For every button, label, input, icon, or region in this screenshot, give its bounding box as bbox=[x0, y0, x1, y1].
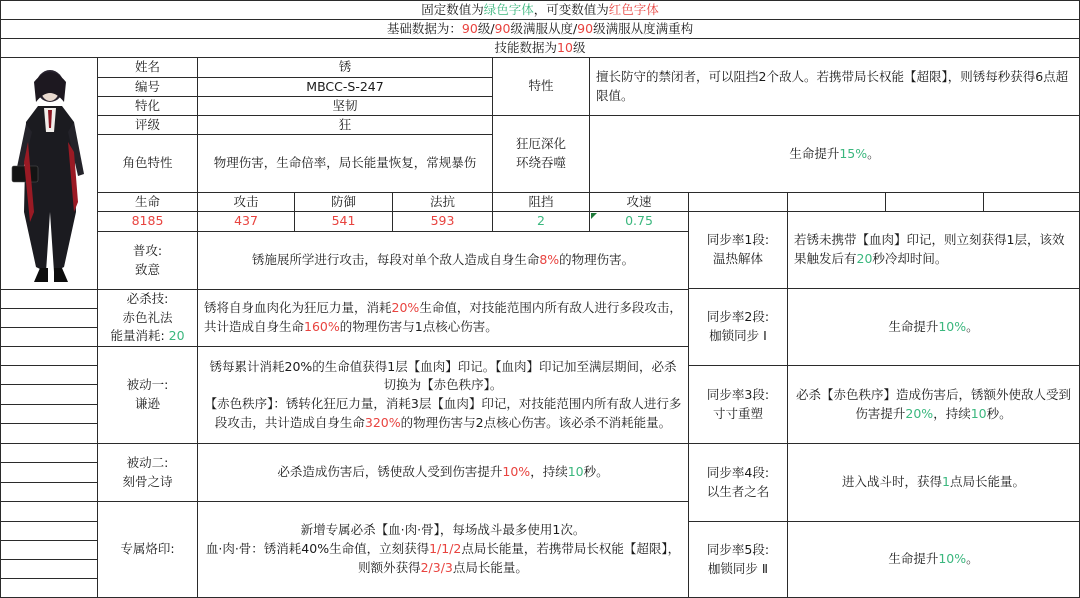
specialization-value: 坚韧 bbox=[198, 97, 493, 116]
passive-1-description: 锈每累计消耗20%的生命值获得1层【血肉】印记。【血肉】印记加至满层期间，必杀切换为【赤色秩序】。 【赤色秩序】：锈转化狂厄力量，消耗3层【血肉】印记，对技能范围内所有敌人进行多段攻击，共计造成自身生命320%的物理伤害与2点核心伤害。该必杀不消耗能量。 bbox=[198, 347, 689, 444]
sync-2-label: 同步率2段: 枷锁同步 Ⅰ bbox=[689, 289, 788, 366]
name-label: 姓名 bbox=[98, 58, 198, 78]
feature-description: 擅长防守的禁闭者，可以阻挡2个敌人。若携带局长权能【超限】，则锈每秒获得6点超限值。 bbox=[590, 58, 1080, 116]
sync-5-label: 同步率5段: 枷锁同步 Ⅱ bbox=[689, 522, 788, 598]
empty-cell bbox=[0, 347, 98, 366]
empty-cell bbox=[0, 328, 98, 347]
header-base-data: 基础数据为：90级/90级满服从度/90级满服从度满重构 bbox=[0, 20, 1080, 39]
character-portrait-image bbox=[4, 62, 94, 286]
empty-cell bbox=[0, 405, 98, 424]
empty-cell bbox=[0, 290, 98, 309]
empty-cell bbox=[0, 579, 98, 598]
passive-1-label: 被动一: 谦逊 bbox=[98, 347, 198, 444]
empty-cell bbox=[0, 541, 98, 560]
feature-label: 特性 bbox=[493, 58, 590, 116]
sync-1-label: 同步率1段: 温热解体 bbox=[689, 212, 788, 289]
stat-value-defense: 541 bbox=[295, 212, 393, 232]
id-label: 编号 bbox=[98, 78, 198, 97]
sync-3-effect: 必杀【赤色秩序】造成伤害后，锈额外使敌人受到伤害提升20%，持续10秒。 bbox=[788, 366, 1080, 444]
attack-speed-text: 0.75 bbox=[625, 213, 653, 229]
madness-deepening-effect: 生命提升15%。 bbox=[590, 116, 1080, 193]
empty-cell bbox=[689, 193, 788, 212]
specialization-label: 特化 bbox=[98, 97, 198, 116]
empty-cell bbox=[0, 309, 98, 328]
empty-cell bbox=[0, 483, 98, 502]
grade-value: 狂 bbox=[198, 116, 493, 135]
empty-cell bbox=[788, 193, 886, 212]
ultimate-label: 必杀技: 赤色礼法 能量消耗: 20 bbox=[98, 290, 198, 347]
madness-deepening-label: 狂厄深化 环绕吞噬 bbox=[493, 116, 590, 193]
character-trait-label: 角色特性 bbox=[98, 135, 198, 193]
stat-value-block: 2 bbox=[493, 212, 590, 232]
stat-header-attack: 攻击 bbox=[198, 193, 295, 212]
ultimate-description: 锈将自身血肉化为狂厄力量，消耗20%生命值，对技能范围内所有敌人进行多段攻击，共计造成自身生命160%的物理伤害与1点核心伤害。 bbox=[198, 290, 689, 347]
stat-header-block: 阻挡 bbox=[493, 193, 590, 212]
passive-2-description: 必杀造成伤害后，锈使敌人受到伤害提升10%，持续10秒。 bbox=[198, 444, 689, 502]
empty-cell bbox=[984, 193, 1080, 212]
stat-value-attack-speed bbox=[590, 212, 689, 232]
sync-4-effect: 进入战斗时，获得1点局长能量。 bbox=[788, 444, 1080, 522]
exclusive-brand-description: 新增专属必杀【血·肉·骨】，每场战斗最多使用1次。 血·肉·骨：锈消耗40%生命值，立刻获得1/1/2点局长能量，若携带局长权能【超限】，则额外获得2/3/3点局长能量。 bbox=[198, 502, 689, 598]
stat-header-defense: 防御 bbox=[295, 193, 393, 212]
header-color-legend: 固定数值为绿色字体，可变数值为红色字体 bbox=[0, 0, 1080, 20]
sync-2-effect: 生命提升10%。 bbox=[788, 289, 1080, 366]
empty-cell bbox=[886, 193, 984, 212]
sync-1-effect: 若锈未携带【血肉】印记，则立刻获得1层，该效果触发后有20秒冷却时间。 bbox=[788, 212, 1080, 289]
stat-value-resist: 593 bbox=[393, 212, 493, 232]
character-trait-value: 物理伤害，生命倍率，局长能量恢复，常规暴伤 bbox=[198, 135, 493, 193]
empty-cell bbox=[0, 463, 98, 483]
empty-cell bbox=[0, 366, 98, 385]
stat-header-attack-speed: 攻速 bbox=[590, 193, 689, 212]
normal-attack-description: 锈施展所学进行攻击，每段对单个敌人造成自身生命8%的物理伤害。 bbox=[198, 232, 689, 290]
sync-4-label: 同步率4段: 以生者之名 bbox=[689, 444, 788, 522]
empty-cell bbox=[0, 502, 98, 522]
name-value: 锈 bbox=[198, 58, 493, 78]
sync-5-effect: 生命提升10%。 bbox=[788, 522, 1080, 598]
normal-attack-label: 普攻: 致意 bbox=[98, 232, 198, 290]
header-skill-level: 技能数据为10级 bbox=[0, 39, 1080, 58]
empty-cell bbox=[0, 522, 98, 541]
empty-cell bbox=[0, 444, 98, 463]
sync-3-label: 同步率3段: 寸寸重塑 bbox=[689, 366, 788, 444]
passive-2-label: 被动二: 刻骨之诗 bbox=[98, 444, 198, 502]
stat-header-hp: 生命 bbox=[98, 193, 198, 212]
stat-header-resist: 法抗 bbox=[393, 193, 493, 212]
exclusive-brand-label: 专属烙印: bbox=[98, 502, 198, 598]
grade-label: 评级 bbox=[98, 116, 198, 135]
character-portrait bbox=[0, 58, 98, 290]
empty-cell bbox=[0, 385, 98, 405]
stat-value-hp: 8185 bbox=[98, 212, 198, 232]
stat-value-attack: 437 bbox=[198, 212, 295, 232]
id-value: MBCC-S-247 bbox=[198, 78, 493, 97]
empty-cell bbox=[0, 424, 98, 444]
cell-comment-marker bbox=[591, 213, 597, 219]
empty-cell bbox=[0, 560, 98, 579]
